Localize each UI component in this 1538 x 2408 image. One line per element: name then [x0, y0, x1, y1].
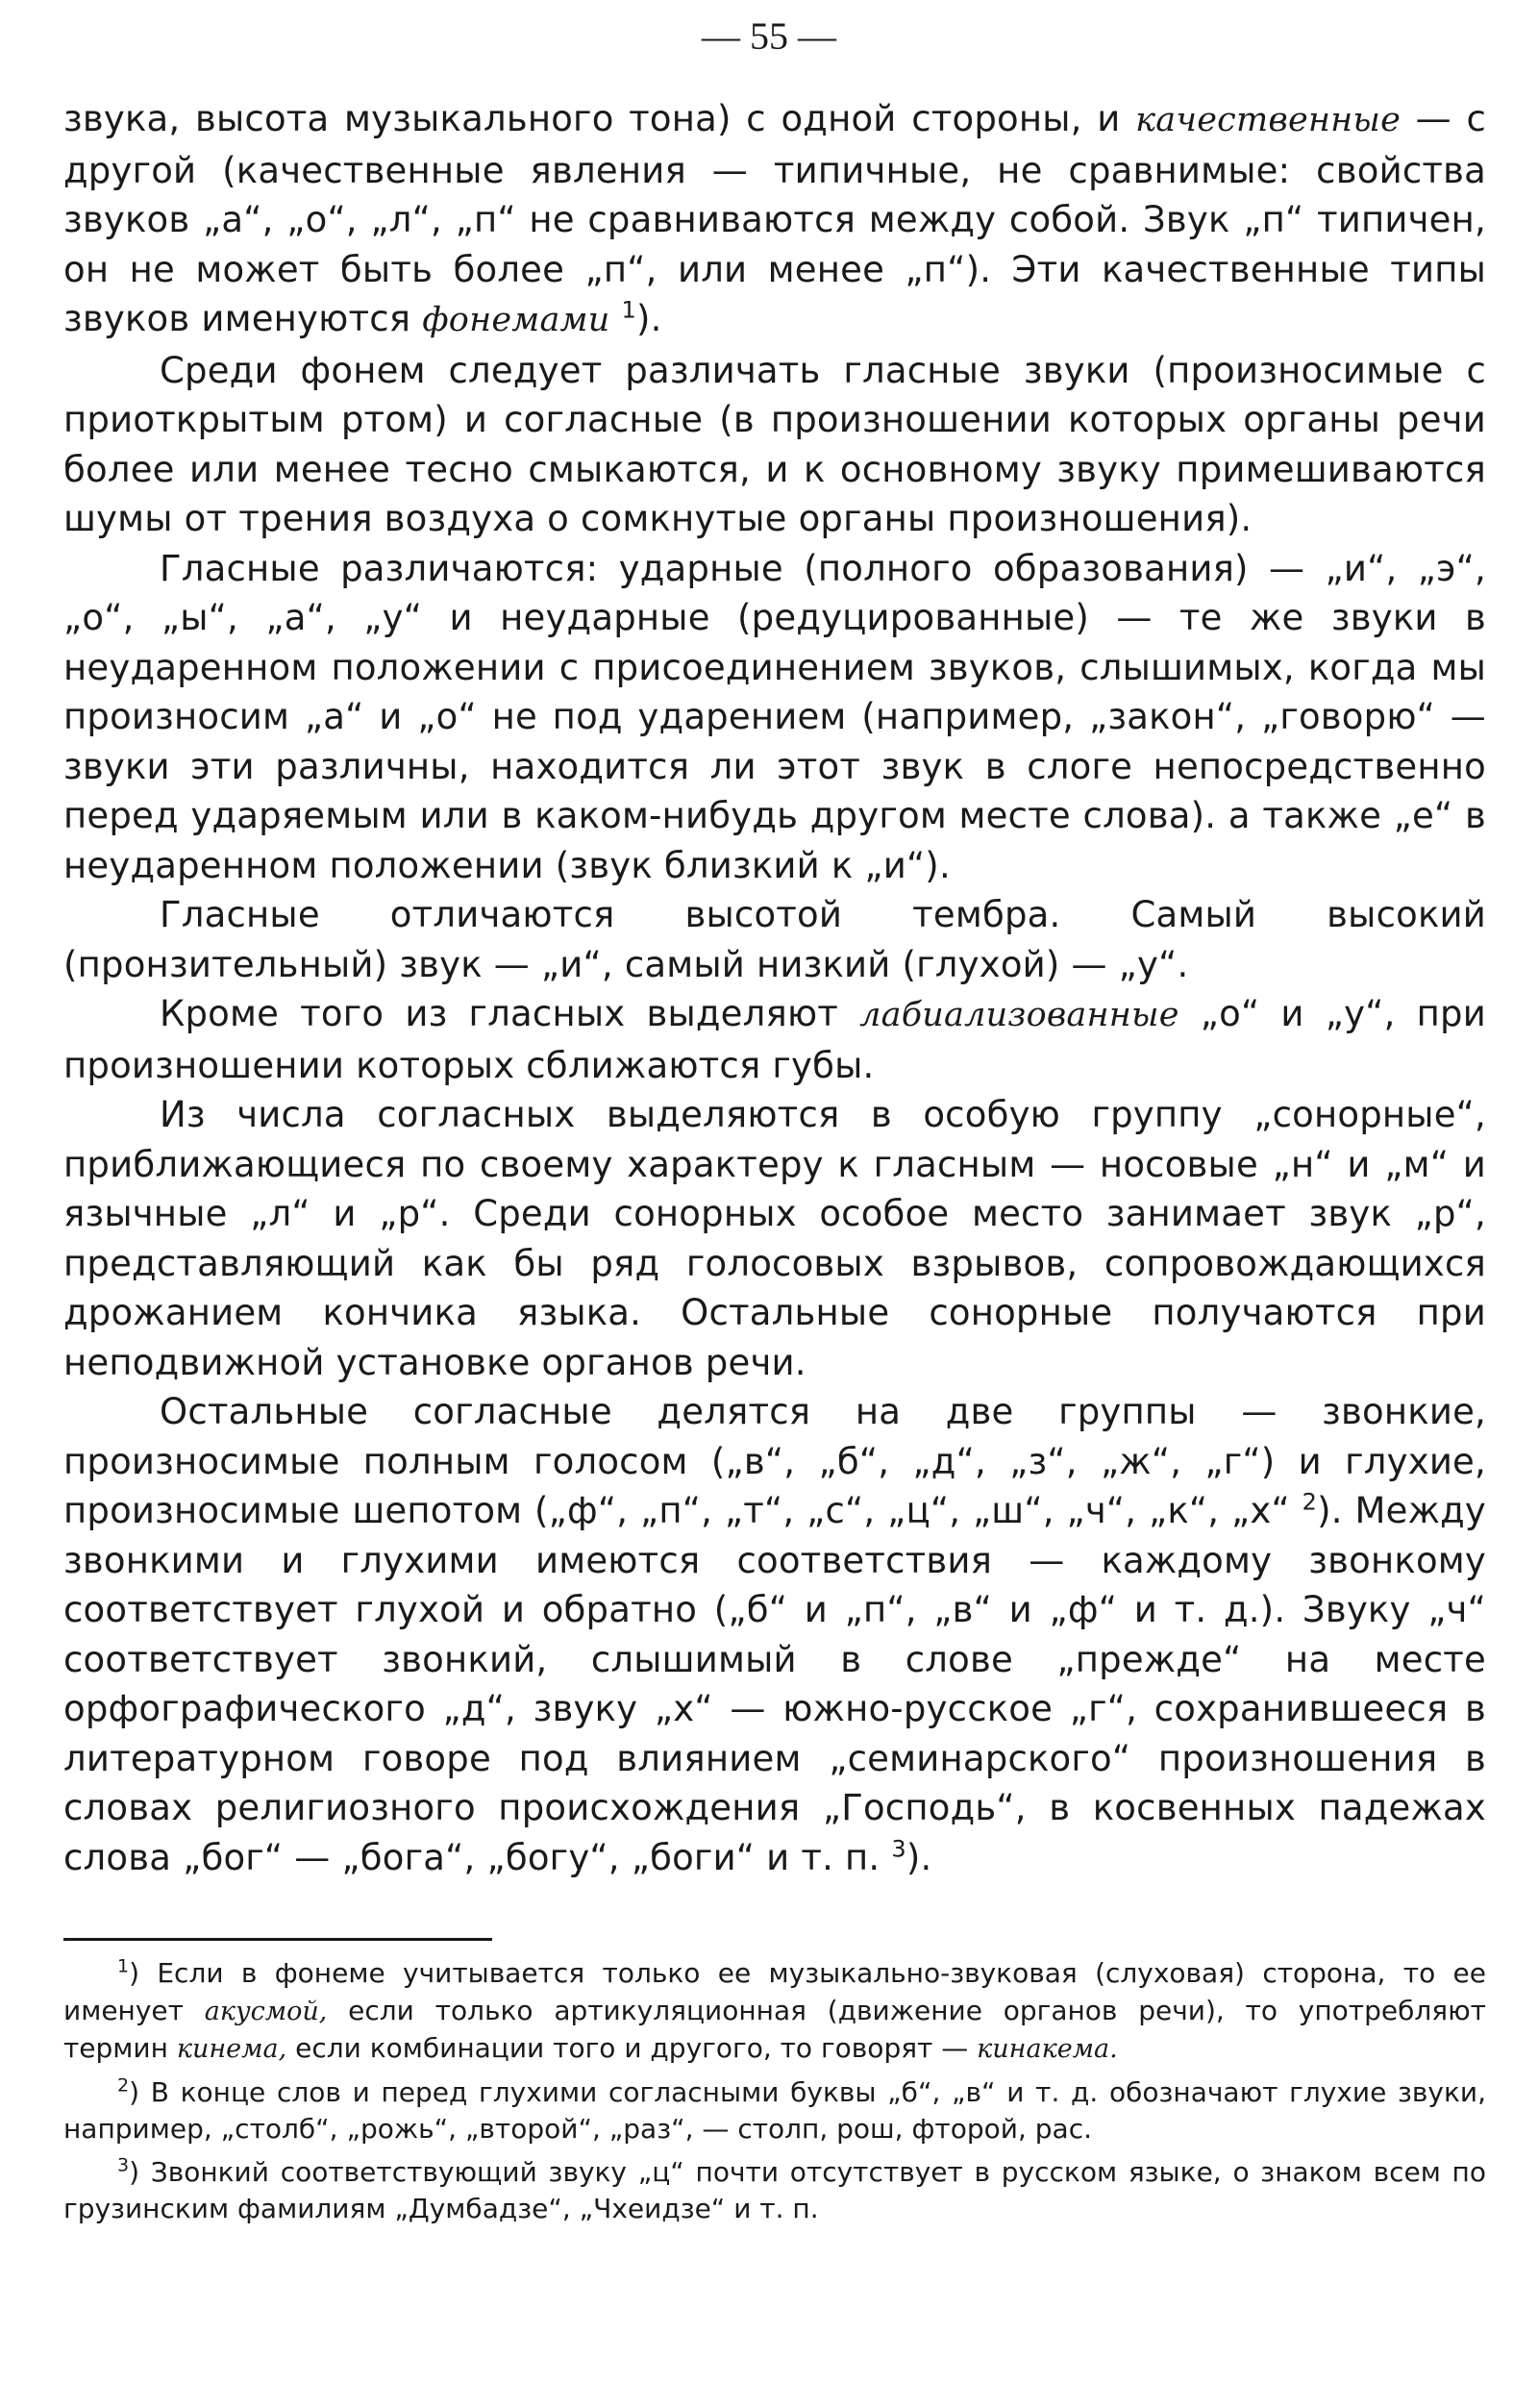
paragraph	[63, 989, 1486, 1090]
paragraph	[63, 346, 1486, 544]
footnote-divider	[63, 1938, 492, 1941]
footnote	[63, 2074, 1486, 2148]
italic-term: кинема,	[176, 2034, 287, 2064]
text-run: Среди фонем следует различать гласные звуки (произносимые с приоткрытым ртом) и согласные (в произношении которых органы речи более или менее тесно смыкаются, и к основному звуку примешиваются шумы от трения воздуха о сомкнутые органы произношения).	[63, 349, 1486, 539]
footnote	[63, 1955, 1486, 2069]
paragraph	[63, 544, 1486, 891]
footnote-number: 3	[117, 2154, 130, 2176]
text-run: „о“ и „у“, при произношении которых сближаются губы.	[63, 993, 1486, 1086]
text-run: Остальные согласные делятся на две группы — звонкие, произносимые полным голосом („в“, „б“, „д“, „з“, „ж“, „г“) и глухие, произносимые шепотом („ф“, „п“, „т“, „с“, „ц“, „ш“, „ч“, „к“, „х“	[63, 1391, 1486, 1531]
text-run: ).	[635, 298, 662, 339]
paragraph	[63, 1090, 1486, 1387]
text-run	[609, 298, 621, 339]
italic-term: качественные	[1135, 101, 1401, 139]
footnote-number: 2	[117, 2074, 130, 2097]
text-run: ). Между звонкими и глухими имеются соответствия — каждому звонкому соответствует глухой и обратно („б“ и „п“, „в“ и „ф“ и т. д.). Звуку „ч“ соответствует звонкий, слышимый в слове „прежде“ на месте орфографического „д“, звуку „х“ — южно-русское „г“, сохранившееся в литературном говоре под влиянием „семинарского“ произношения в словах религиозного происхождения „Господь“, в косвенных падежах слова „бог“ — „бога“, „богу“, „боги“ и т. п.	[63, 1490, 1486, 1878]
footnote-number: 1	[117, 1955, 130, 1977]
footnotes	[63, 1955, 1486, 2234]
text-run: ).	[905, 1836, 932, 1878]
text-run: Гласные различаются: ударные (полного образования) — „и“, „э“, „о“, „ы“, „а“, „у“ и неударные (редуцированные) — те же звуки в неударенном положении с присоединением звуков, слышимых, когда мы произносим „а“ и „о“ не под ударением (например, „закон“, „говорю“ — звуки эти различны, находится ли этот звук в слоге непосредственно перед ударяемым или в каком-нибудь другом месте слова). а также „е“ в неударенном положении (звук близкий к „и“).	[63, 547, 1486, 886]
text-run: Из числа согласных выделяются в особую группу „сонорные“, приближающиеся по своему характеру к гласным — носовые „н“ и „м“ и язычные „л“ и „р“. Среди сонорных особое место занимает звук „р“, представляющий как бы ряд голосовых взрывов, сопровождающихся дрожанием кончика языка. Остальные сонорные получаются при неподвижной установке органов речи.	[63, 1094, 1486, 1383]
italic-term: акусмой,	[204, 1996, 328, 2026]
paragraph	[63, 1387, 1486, 1882]
italic-term: фонемами	[422, 301, 610, 339]
footnote-reference: 3	[891, 1835, 906, 1863]
footnote-reference: 1	[621, 296, 636, 324]
text-run: ) В конце слов и перед глухими согласными буквы „б“, „в“ и т. д. обозначают глухие звуки, например, „столб“, „рожь“, „второй“, „раз“, — столп, рош, фторой, рас.	[63, 2075, 1486, 2145]
page-number: — 55 —	[702, 14, 836, 58]
text-run: — с другой (качественные явления — типичные, не сравнимые: свойства звуков „а“, „о“, „л“, „п“ не сравниваются между собой. Звук „п“ типичен, он не может быть более „п“, или менее „п“). Эти качественные типы звуков именуются	[63, 98, 1486, 339]
text-run: ) Звонкий соответствующий звуку „ц“ почти отсутствует в русском языке, о знаком всем по грузинским фамилиям „Думбадзе“, „Чхеидзе“ и т. п.	[63, 2155, 1486, 2224]
text-run: звука, высота музыкального тона) с одной стороны, и	[63, 98, 1136, 139]
text-run: Кроме того из гласных выделяют	[160, 993, 860, 1034]
text-run: ) Если в фонеме учитывается только ее музыкально-звуковая (слуховая) сторона, то ее именует	[63, 1957, 1486, 2026]
footnote	[63, 2154, 1486, 2228]
italic-term: кинакема.	[977, 2034, 1118, 2064]
text-run: Гласные отличаются высотой тембра. Самый высокий (пронзительный) звук — „и“, самый низкий (глухой) — „у“.	[63, 894, 1486, 985]
text-run: если только артикуляционная (движение органов речи), то употребляют термин	[63, 1994, 1486, 2064]
paragraph	[63, 94, 1486, 346]
paragraph	[63, 890, 1486, 989]
text-run: если комбинации того и другого, то говорят —	[286, 2032, 978, 2064]
footnote-reference: 2	[1302, 1488, 1318, 1516]
italic-term: лабиализованные	[859, 996, 1179, 1034]
body-text	[63, 94, 1486, 1882]
